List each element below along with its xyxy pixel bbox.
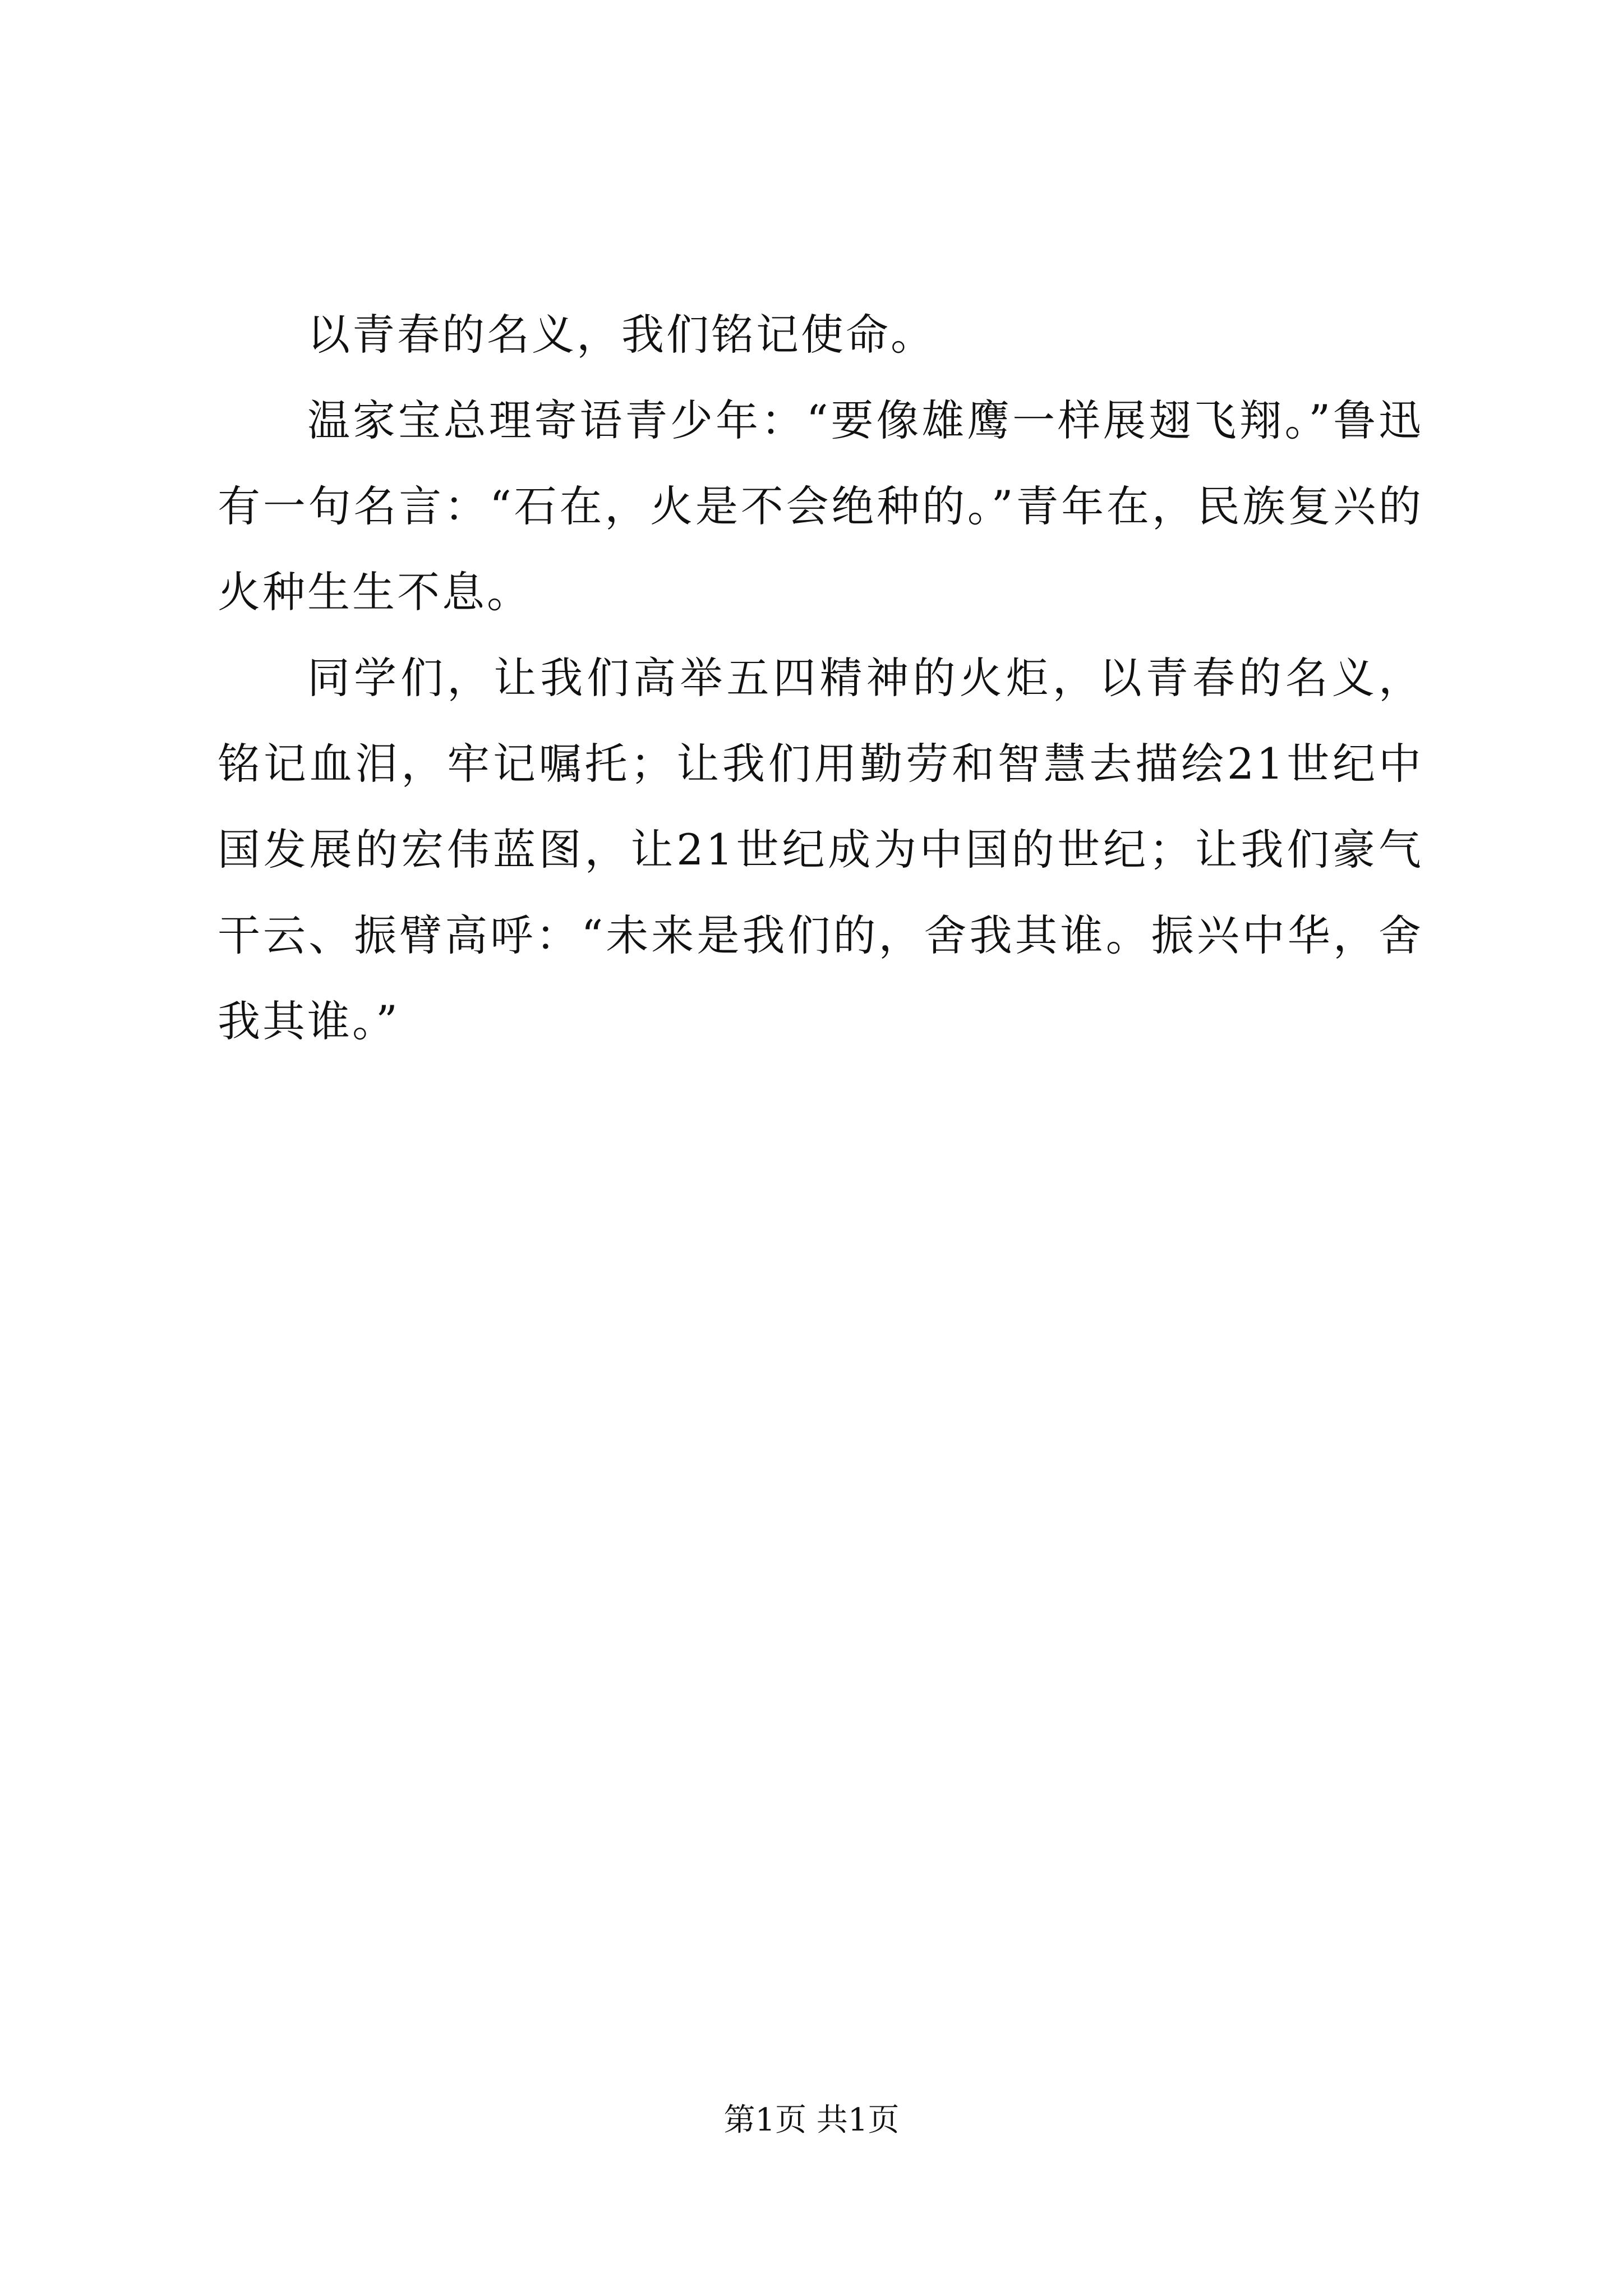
paragraph-quotes: 温家宝总理寄语青少年：“要像雄鹰一样展翅飞翔。”鲁迅有一句名言：“石在，火是不会绝种的。”青年在，民族复兴的火种生生不息。 (218, 395, 1423, 617)
paragraph-mission: 以青春的名义，我们铭记使命。 (307, 310, 935, 360)
document-body (218, 292, 1423, 1064)
page-footer: 第1页 共1页 (723, 2102, 900, 2138)
paragraph-call-to-action: 同学们，让我们高举五四精神的火炬，以青春的名义，铭记血泪，牢记嘱托；让我们用勤劳和智慧去描绘21世纪中国发展的宏伟蓝图，让21世纪成为中国的世纪；让我们豪气干云、振臂高呼：“未来是我们的，舍我其谁。振兴中华，舍我其谁。” (218, 653, 1423, 1046)
